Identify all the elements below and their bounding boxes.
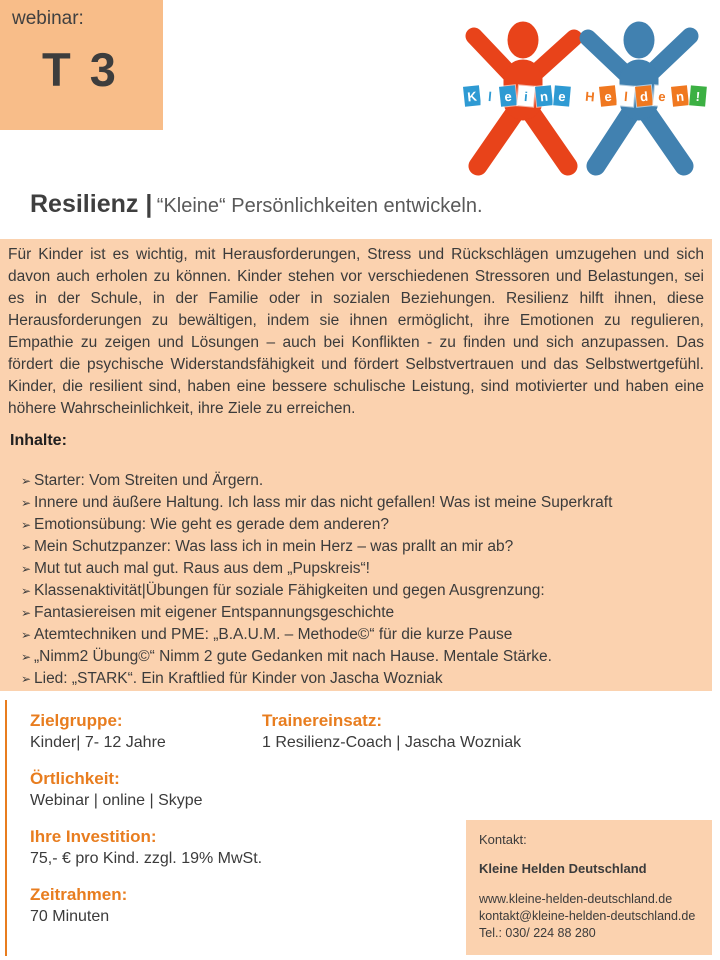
arrow-bullet-icon: ➢ bbox=[21, 540, 32, 554]
page-title bbox=[30, 190, 483, 219]
list-item-text: Mut tut auch mal gut. Raus aus dem „Pupskreis“! bbox=[34, 560, 370, 577]
logo-letter-tile: e bbox=[653, 85, 671, 106]
logo-letter-tile: i bbox=[517, 85, 535, 106]
list-item-text: Fantasiereisen mit eigener Entspannungsgeschichte bbox=[34, 604, 395, 621]
list-item bbox=[8, 470, 704, 492]
contact-company: Kleine Helden Deutschland bbox=[479, 861, 647, 876]
kleine-helden-logo bbox=[452, 14, 718, 180]
logo-letter-tile: e bbox=[599, 85, 617, 107]
list-item-text: „Nimm2 Übung©“ Nimm 2 gute Gedanken mit nach Hause. Mentale Stärke. bbox=[34, 648, 552, 665]
list-item bbox=[8, 624, 704, 646]
contact-email: kontakt@kleine-helden-deutschland.de bbox=[479, 909, 696, 923]
logo-letter-tile: e bbox=[499, 85, 517, 107]
contact-heading: Kontakt: bbox=[479, 832, 527, 847]
arrow-bullet-icon: ➢ bbox=[21, 496, 32, 510]
content-box bbox=[0, 239, 712, 691]
list-item bbox=[8, 580, 704, 602]
list-item bbox=[8, 492, 704, 514]
list-item bbox=[8, 536, 704, 558]
logo-letter-tile: ! bbox=[689, 85, 707, 106]
list-item-text: Emotionsübung: Wie geht es gerade dem anderen? bbox=[34, 516, 390, 533]
detail-label-zeitrahmen: Zeitrahmen: bbox=[30, 885, 128, 904]
logo-letter-tile: n bbox=[671, 85, 689, 107]
inhalte-heading: Inhalte: bbox=[10, 432, 67, 449]
logo-letter-tile: K bbox=[463, 85, 481, 107]
list-item bbox=[8, 514, 704, 536]
logo-letter-tile: H bbox=[581, 85, 599, 106]
list-item-text: Lied: „STARK“. Ein Kraftlied für Kinder von Jascha Wozniak bbox=[34, 670, 443, 687]
list-item bbox=[8, 668, 704, 690]
logo-letter-tile: n bbox=[535, 85, 553, 107]
detail-value-zielgruppe: Kinder| 7- 12 Jahre bbox=[30, 734, 166, 751]
accent-divider bbox=[5, 700, 7, 956]
arrow-bullet-icon: ➢ bbox=[21, 584, 32, 598]
logo-letter-tile: l bbox=[481, 85, 499, 106]
list-item-text: Innere und äußere Haltung. Ich lass mir das nicht gefallen! Was ist meine Superkraft bbox=[34, 494, 613, 511]
list-item bbox=[8, 646, 704, 668]
title-main: Resilienz | bbox=[30, 190, 153, 218]
arrow-bullet-icon: ➢ bbox=[21, 562, 32, 576]
detail-label-oertlichkeit: Örtlichkeit: bbox=[30, 769, 120, 788]
inhalte-list bbox=[8, 470, 704, 690]
detail-value-trainereinsatz: 1 Resilienz-Coach | Jascha Wozniak bbox=[262, 734, 522, 751]
detail-value-oertlichkeit: Webinar | online | Skype bbox=[30, 792, 203, 809]
logo-wordmark bbox=[452, 86, 718, 106]
contact-phone: Tel.: 030/ 224 88 280 bbox=[479, 926, 596, 940]
list-item-text: Starter: Vom Streiten und Ärgern. bbox=[34, 472, 264, 489]
contact-box bbox=[466, 820, 712, 955]
detail-value-zeitrahmen: 70 Minuten bbox=[30, 908, 110, 925]
contact-website: www.kleine-helden-deutschland.de bbox=[479, 892, 673, 906]
list-item-text: Klassenaktivität|Übungen für soziale Fähigkeiten und gegen Ausgrenzung: bbox=[34, 582, 545, 599]
webinar-label: webinar: bbox=[12, 8, 84, 29]
arrow-bullet-icon: ➢ bbox=[21, 650, 32, 664]
arrow-bullet-icon: ➢ bbox=[21, 672, 32, 686]
detail-value-investition: 75,- € pro Kind. zzgl. 19% MwSt. bbox=[30, 850, 263, 867]
detail-label-trainereinsatz: Trainereinsatz: bbox=[262, 711, 382, 730]
details-left-column bbox=[30, 710, 262, 942]
webinar-code: T 3 bbox=[42, 43, 119, 96]
arrow-bullet-icon: ➢ bbox=[21, 628, 32, 642]
arrow-bullet-icon: ➢ bbox=[21, 606, 32, 620]
list-item bbox=[8, 602, 704, 624]
arrow-bullet-icon: ➢ bbox=[21, 474, 32, 488]
title-subtitle: “Kleine“ Persönlichkeiten entwickeln. bbox=[156, 195, 483, 217]
arrow-bullet-icon: ➢ bbox=[21, 518, 32, 532]
list-item bbox=[8, 558, 704, 580]
details-right-column bbox=[262, 710, 521, 768]
intro-paragraph: Für Kinder ist es wichtig, mit Herausforderungen, Stress und Rückschlägen umzugehen und sich davon auch erholen zu können. Kinder stehen vor verschiedenen Stressoren und Belastungen, sei es in der Schule, in der Familie oder in sozialen Beziehungen. Resilienz hilft ihnen, diese Herausforderungen zu bewältigen, indem sie ihnen ermöglicht, ihre Emotionen zu regulieren, Empathie zu zeigen und Lösungen – auch bei Konflikten - zu finden und sich anzupassen. Das fördert die psychische Widerstandsfähigkeit und fördert Selbstvertrauen und das Selbstwertgefühl. Kinder, die resilient sind, haben eine bessere schulische Leistung, sind motivierter und haben eine höhere Wahrscheinlichkeit, ihre Ziele zu erreichen. bbox=[8, 246, 704, 417]
list-item-text: Atemtechniken und PME: „B.A.U.M. – Methode©“ für die kurze Pause bbox=[34, 626, 513, 643]
list-item-text: Mein Schutzpanzer: Was lass ich in mein Herz – was prallt an mir ab? bbox=[34, 538, 514, 555]
webinar-box bbox=[0, 0, 163, 130]
detail-label-investition: Ihre Investition: bbox=[30, 827, 157, 846]
logo-letter-tile: l bbox=[617, 85, 635, 106]
logo-letter-tile: d bbox=[635, 85, 653, 107]
detail-label-zielgruppe: Zielgruppe: bbox=[30, 711, 123, 730]
logo-letter-tile: e bbox=[553, 85, 571, 106]
